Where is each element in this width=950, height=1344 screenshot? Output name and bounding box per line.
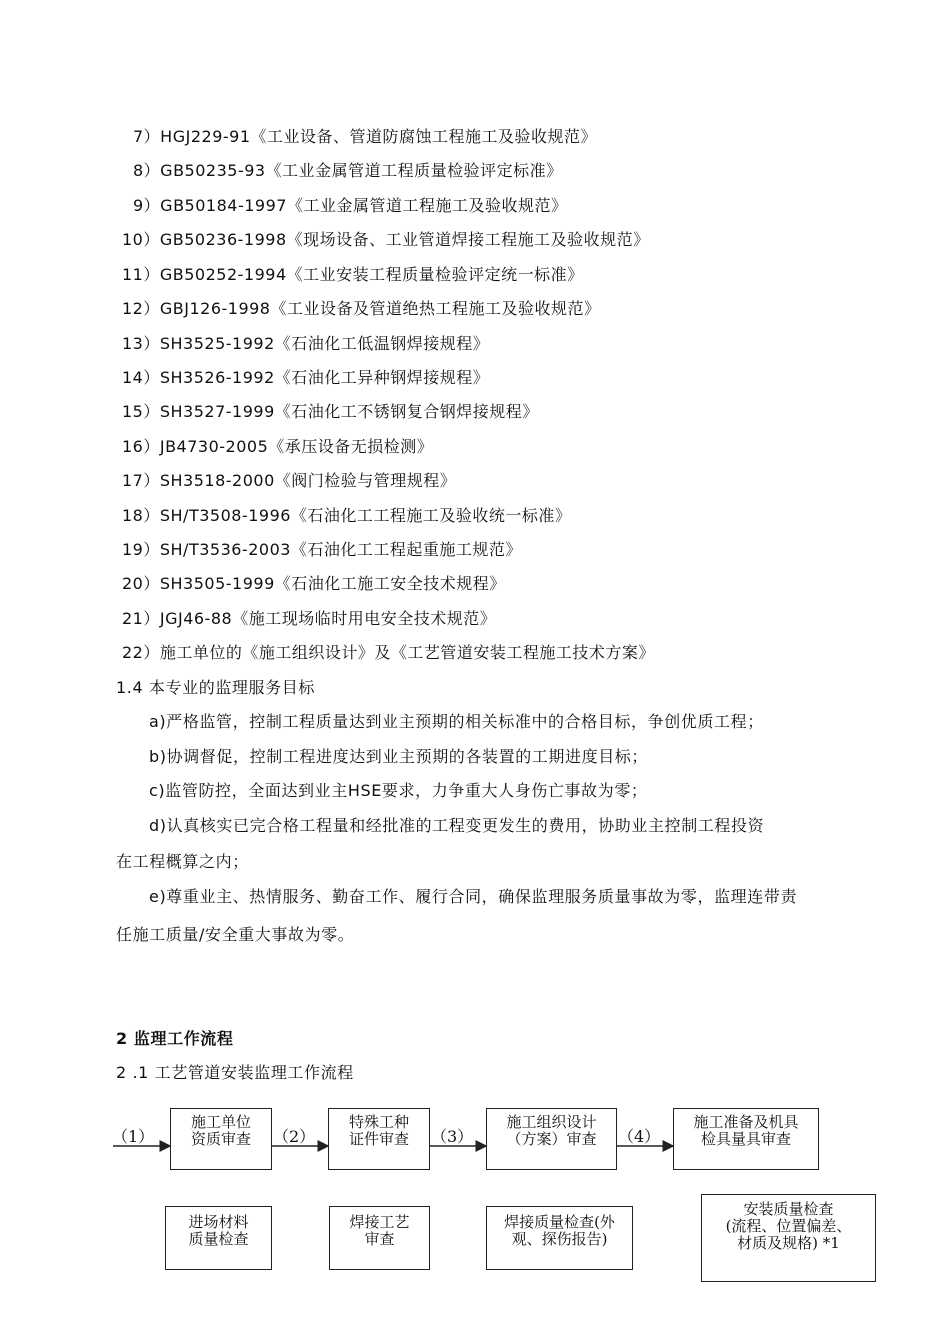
- flow-box-special-worker-review: 特殊工种 证件审查: [328, 1108, 430, 1170]
- flow-step-label: （1）: [112, 1127, 155, 1146]
- flow-step-label: （2）: [273, 1127, 316, 1146]
- goal-item: a)严格监管，控制工程质量达到业主预期的相关标准中的合格目标，争创优质工程；: [149, 712, 764, 731]
- reference-item: 21）JGJ46-88《施工现场临时用电安全技术规范》: [122, 609, 497, 628]
- reference-item: 19）SH/T3536-2003《石油化工工程起重施工规范》: [122, 540, 522, 559]
- goal-item-continuation: 在工程概算之内；: [116, 852, 249, 871]
- flow-box-qualification-review: 施工单位 资质审查: [170, 1108, 272, 1170]
- flow-box-installation-quality-inspection: 安装质量检查 (流程、位置偏差、 材质及规格) *1: [701, 1194, 876, 1282]
- section-2-heading: 2 监理工作流程: [116, 1029, 234, 1048]
- goal-item-continuation: 任施工质量/安全重大事故为零。: [116, 925, 355, 944]
- flow-step-label: （3）: [431, 1127, 474, 1146]
- reference-item: 16）JB4730-2005《承压设备无损检测》: [122, 437, 434, 456]
- reference-item: 11）GB50252-1994《工业安装工程质量检验评定统一标准》: [122, 265, 584, 284]
- flow-box-preparation-review: 施工准备及机具 检具量具审查: [673, 1108, 819, 1170]
- reference-item: 15）SH3527-1999《石油化工不锈钢复合钢焊接规程》: [122, 402, 539, 421]
- flow-step-label: （4）: [618, 1127, 661, 1146]
- goal-item: e)尊重业主、热情服务、勤奋工作、履行合同，确保监理服务质量事故为零，监理连带责: [149, 887, 798, 906]
- reference-item: 10）GB50236-1998《现场设备、工业管道焊接工程施工及验收规范》: [122, 230, 650, 249]
- reference-item: 8）GB50235-93《工业金属管道工程质量检验评定标准》: [133, 161, 563, 180]
- section-heading: 1.4 本专业的监理服务目标: [116, 678, 315, 697]
- reference-item: 22）施工单位的《施工组织设计》及《工艺管道安装工程施工技术方案》: [122, 643, 655, 662]
- flow-box-material-inspection: 进场材料 质量检查: [165, 1206, 272, 1270]
- flow-box-welding-process-review: 焊接工艺 审查: [329, 1206, 430, 1270]
- goal-item: d)认真核实已完合格工程量和经批准的工程变更发生的费用，协助业主控制工程投资: [149, 816, 765, 835]
- goal-item: c)监管防控，全面达到业主HSE要求，力争重大人身伤亡事故为零；: [149, 781, 648, 800]
- flow-box-welding-quality-inspection: 焊接质量检查(外 观、探伤报告): [486, 1206, 633, 1270]
- reference-item: 18）SH/T3508-1996《石油化工工程施工及验收统一标准》: [122, 506, 572, 525]
- reference-item: 7）HGJ229-91《工业设备、管道防腐蚀工程施工及验收规范》: [133, 127, 598, 146]
- reference-item: 12）GBJ126-1998《工业设备及管道绝热工程施工及验收规范》: [122, 299, 601, 318]
- reference-item: 20）SH3505-1999《石油化工施工安全技术规程》: [122, 574, 506, 593]
- reference-item: 9）GB50184-1997《工业金属管道工程施工及验收规范》: [133, 196, 568, 215]
- reference-item: 17）SH3518-2000《阀门检验与管理规程》: [122, 471, 457, 490]
- flow-box-construction-design-review: 施工组织设计 （方案）审查: [486, 1108, 617, 1170]
- reference-item: 14）SH3526-1992《石油化工异种钢焊接规程》: [122, 368, 490, 387]
- goal-item: b)协调督促，控制工程进度达到业主预期的各装置的工期进度目标；: [149, 747, 648, 766]
- section-2-1-heading: 2 .1 工艺管道安装监理工作流程: [116, 1063, 354, 1082]
- reference-item: 13）SH3525-1992《石油化工低温钢焊接规程》: [122, 334, 490, 353]
